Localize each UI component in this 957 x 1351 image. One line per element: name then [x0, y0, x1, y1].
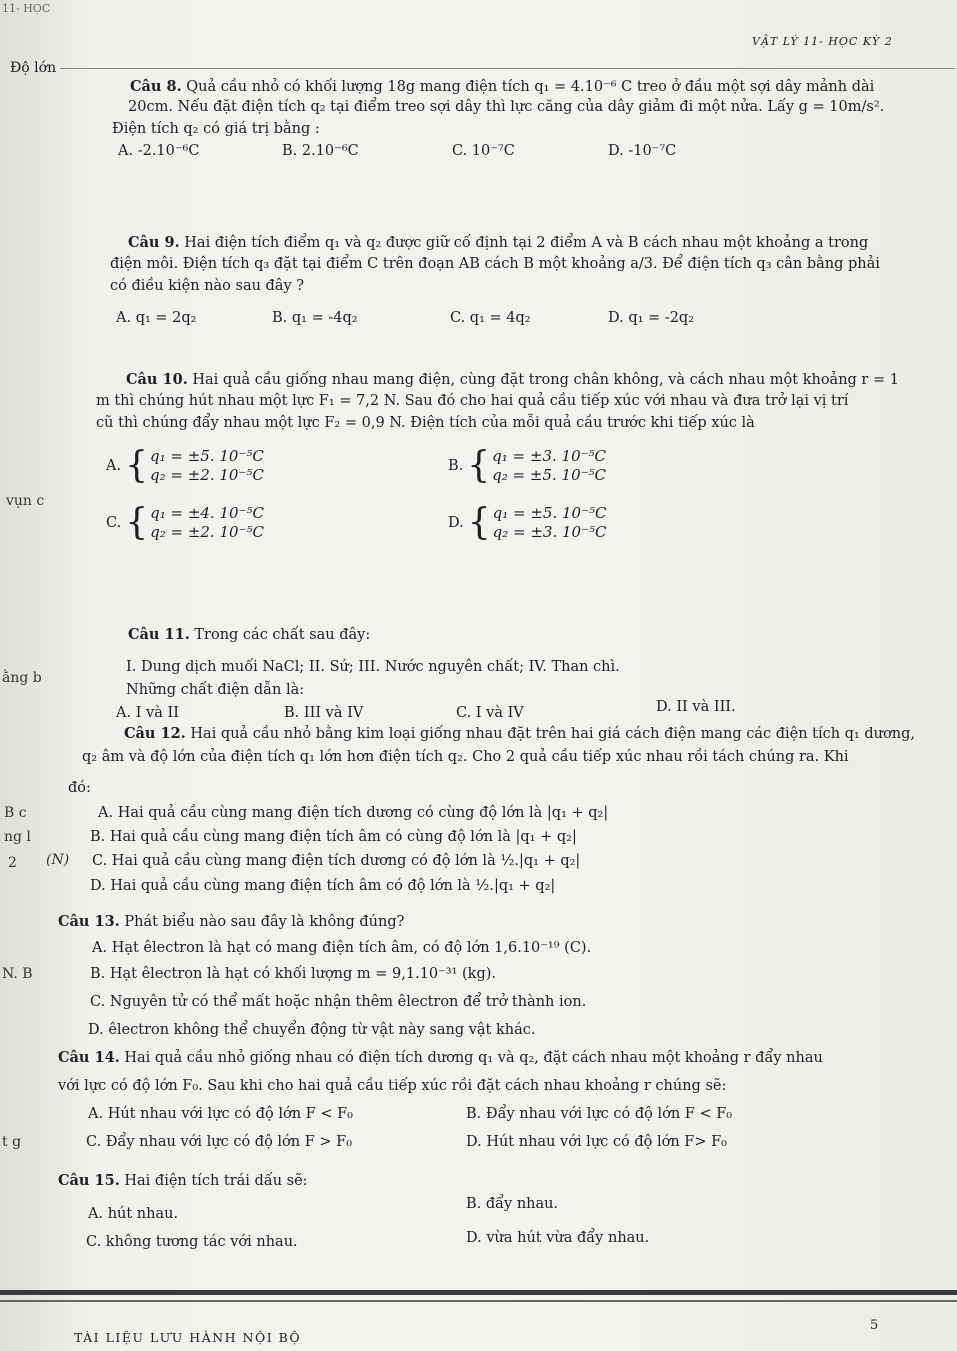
q14-option-a: A. Hút nhau với lực có độ lớn F < F₀: [88, 1106, 353, 1122]
page-number: 5: [870, 1318, 879, 1333]
margin-note: ằng b: [2, 670, 42, 686]
q11-option-a: A. I và II: [116, 705, 179, 721]
margin-note: (N): [46, 852, 70, 868]
q12-option-d: D. Hai quả cầu cùng mang điện tích âm có độ lớn là ½.|q₁ + q₂|: [90, 878, 556, 894]
q15-option-c: C. không tương tác với nhau.: [86, 1234, 298, 1250]
q12-option-b: B. Hai quả cầu cùng mang điện tích âm có cùng độ lớn là |q₁ + q₂|: [90, 829, 577, 845]
q11-option-c: C. I và IV: [456, 705, 524, 721]
q14-line2: với lực có độ lớn F₀. Sau khi cho hai quả cầu tiếp xúc rồi đặt cách nhau khoảng r chúng sẽ:: [58, 1078, 727, 1094]
q15-line1: Câu 15. Hai điện tích trái dấu sẽ:: [58, 1172, 308, 1189]
q9-line1: Câu 9. Hai điện tích điểm q₁ và q₂ được giữ cố định tại 2 điểm A và B cách nhau một khoảng a trong: [128, 234, 869, 251]
q12-option-c: C. Hai quả cầu cùng mang điện tích dương có độ lớn là ½.|q₁ + q₂|: [92, 853, 581, 869]
margin-note: vụn c: [6, 493, 45, 509]
q11-line2: I. Dung dịch muối NaCl; II. Sứ; III. Nước nguyên chất; IV. Than chì.: [126, 659, 620, 675]
margin-note: N. B: [2, 966, 33, 982]
q8-option-d: D. -10⁻⁷C: [608, 143, 677, 159]
q10-option-c: C. { q₁ = ±4. 10⁻⁵C q₂ = ±2. 10⁻⁵C: [106, 502, 264, 543]
q9-line2: điện môi. Điện tích q₃ đặt tại điểm C trên đoạn AB cách B một khoảng a/3. Để điện tích q₃ cân bằng phải: [110, 256, 880, 272]
q10-option-d: D. { q₁ = ±5. 10⁻⁵C q₂ = ±3. 10⁻⁵C: [448, 502, 607, 543]
footer-rule-thin: [0, 1300, 957, 1302]
q8-option-a: A. -2.10⁻⁶C: [118, 143, 200, 159]
header-subject: VẬT LÝ 11- HỌC KỲ 2: [752, 35, 893, 48]
q10-line3: cũ thì chúng đẩy nhau một lực F₂ = 0,9 N. Điện tích của mỗi quả cầu trước khi tiếp xúc là: [96, 415, 755, 431]
q9-option-a: A. q₁ = 2q₂: [116, 310, 197, 326]
q11-line1: Câu 11. Trong các chất sau đây:: [128, 626, 371, 643]
q14-line1: Câu 14. Hai quả cầu nhỏ giống nhau có điện tích dương q₁ và q₂, đặt cách nhau một khoảng r đẩy nhau: [58, 1049, 823, 1066]
q9-option-d: D. q₁ = -2q₂: [608, 310, 695, 326]
header-top-left: 11- HỌC: [2, 2, 51, 15]
q10-option-b: B. { q₁ = ±3. 10⁻⁵C q₂ = ±5. 10⁻⁵C: [448, 445, 607, 486]
margin-note: 2: [8, 855, 17, 871]
q10-line1: Câu 10. Hai quả cầu giống nhau mang điện, cùng đặt trong chân không, và cách nhau một khoảng r = 1: [126, 371, 899, 388]
header-rule: [60, 68, 955, 69]
q9-option-b: B. q₁ = -4q₂: [272, 310, 358, 326]
q13-option-d: D. êlectron không thể chuyển động từ vật này sang vật khác.: [88, 1022, 536, 1038]
q14-option-d: D. Hút nhau với lực có độ lớn F> F₀: [466, 1134, 727, 1150]
q11-option-d: D. II và III.: [656, 699, 736, 715]
q8-option-c: C. 10⁻⁷C: [452, 143, 515, 159]
q11-line3: Những chất điện dẫn là:: [126, 682, 305, 698]
q8-option-b: B. 2.10⁻⁶C: [282, 143, 359, 159]
q8-line2: 20cm. Nếu đặt điện tích q₂ tại điểm treo sợi dây thì lực căng của dây giảm đi một nửa. Lấy g = 10m/s².: [128, 99, 885, 115]
q14-option-c: C. Đẩy nhau với lực có độ lớn F > F₀: [86, 1134, 353, 1150]
q12-line2: q₂ âm và độ lớn của điện tích q₁ lớn hơn điện tích q₂. Cho 2 quả cầu tiếp xúc nhau rồi tách chúng ra. Khi: [82, 749, 849, 765]
q11-option-b: B. III và IV: [284, 705, 364, 721]
q9-option-c: C. q₁ = 4q₂: [450, 310, 531, 326]
q8-line3: Điện tích q₂ có giá trị bằng :: [112, 121, 320, 137]
margin-note: ng l: [4, 829, 31, 845]
q12-line1: Câu 12. Hai quả cầu nhỏ bằng kim loại giống nhau đặt trên hai giá cách điện mang các điện tích q₁ dương,: [124, 725, 915, 742]
q10-line2: m thì chúng hút nhau một lực F₁ = 7,2 N. Sau đó cho hai quả cầu tiếp xúc với nhau và đưa trở lại vị trí: [96, 393, 849, 409]
q12-line3: đó:: [68, 780, 91, 796]
q13-option-b: B. Hạt êlectron là hạt có khối lượng m = 9,1.10⁻³¹ (kg).: [90, 966, 497, 982]
q9-line3: có điều kiện nào sau đây ?: [110, 278, 305, 294]
margin-note: B c: [4, 805, 27, 821]
q10-option-a: A. { q₁ = ±5. 10⁻⁵C q₂ = ±2. 10⁻⁵C: [106, 445, 264, 486]
q13-option-a: A. Hạt êlectron là hạt có mang điện tích âm, có độ lớn 1,6.10⁻¹⁹ (C).: [92, 940, 592, 956]
q15-option-b: B. đẩy nhau.: [466, 1196, 559, 1212]
q13-option-c: C. Nguyên tử có thể mất hoặc nhận thêm êlectron để trở thành ion.: [90, 994, 587, 1010]
q8-line1: Câu 8. Quả cầu nhỏ có khối lượng 18g mang điện tích q₁ = 4.10⁻⁶ C treo ở đầu một sợi dây mảnh dài: [130, 78, 875, 95]
margin-note: t g: [2, 1134, 22, 1150]
q14-option-b: B. Đẩy nhau với lực có độ lớn F < F₀: [466, 1106, 733, 1122]
header-left: Độ lớn: [10, 60, 57, 76]
q15-option-a: A. hút nhau.: [88, 1206, 179, 1222]
footer-text: TÀI LIỆU LƯU HÀNH NỘI BỘ: [74, 1330, 302, 1345]
q12-option-a: A. Hai quả cầu cùng mang điện tích dương có cùng độ lớn là |q₁ + q₂|: [98, 805, 609, 821]
q13-line1: Câu 13. Phát biểu nào sau đây là không đúng?: [58, 913, 405, 930]
q15-option-d: D. vừa hút vừa đẩy nhau.: [466, 1230, 650, 1246]
footer-rule: [0, 1290, 957, 1295]
